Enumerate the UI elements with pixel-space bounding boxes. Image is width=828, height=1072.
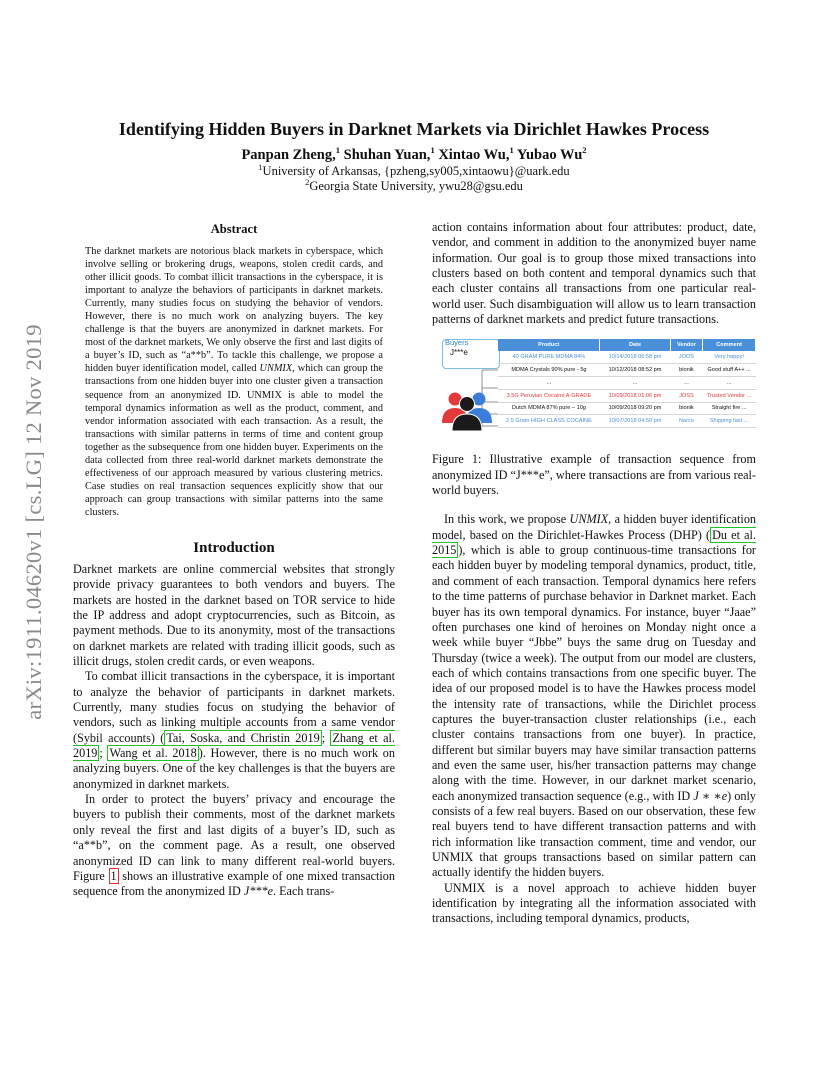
model-name: UNMIX: [569, 512, 609, 527]
table-cell: Straight fire ...: [703, 402, 756, 415]
affiliation-mark: 2: [305, 176, 310, 187]
table-row: [498, 364, 756, 377]
buyer-id-label: J***e: [450, 348, 468, 358]
table-cell: ...: [600, 377, 670, 390]
paragraph-text: . Each trans-: [273, 884, 335, 899]
intro-paragraph-1: Darknet markets are online commercial websites that strongly provide privacy guarantees to both vendors and buyers. The markets are hosted in the darknet based on TOR service to hide the IP address and adopt cryptocurrencies, such as Bitcoin, as payment methods. Due to its anonymity, most of the transactions on darknet markets are related with trading illicit goods, such as illicit drugs, stolen credit cards, or even weapons.: [73, 561, 395, 669]
affiliation-text: Georgia State University, ywu28@gsu.edu: [309, 179, 523, 193]
author: Panpan Zheng,: [241, 147, 336, 163]
paragraph-text: ), which is able to group continuous-time transactions for each hidden buyer by modeling temporal dynamics, product, title, and comment of each transaction. Temporal dynamics here refers to the time patterns of purchase behavior in Darknet market. Each buyer has its own temporal dynamics. For instance, buyer “Jaae” often purchases one kind of heroines on Monday night once a week while buyer “Jbbe” buys the same drug on Tuesday and Thursday (twice a week). The output from our model are clusters, each of which contains transactions from one specific buyer. The idea of our proposed model is to have the Hawkes process model the intensity rate of transactions, while the Dirichlet process captures the buyer-transaction cluster relationships (i.e., each cluster contains transactions from one buyer). In practice, different but similar buyers may have similar transaction patterns and even the same user, his/her transaction patterns may change along with the time. However, in our darknet market scenario, each anonymized transaction sequence (e.g., with ID: [432, 543, 756, 803]
paragraph-text: ). However, there is no much work on analyzing buyers. One of the key challenges is that the buyers are anonymized in darknet markets.: [73, 746, 395, 791]
table-cell: bionik: [670, 402, 703, 415]
left-column: [73, 222, 395, 900]
table-cell: 3.5G Peruvian Cocaine A-GRADE: [498, 389, 600, 402]
table-cell: ...: [498, 377, 600, 390]
table-row: [498, 377, 756, 390]
affiliation: [0, 176, 828, 194]
table-cell: 40 GRAM PURE MDMA 84%: [498, 351, 600, 363]
author-list: [0, 146, 828, 164]
anonymized-id: J ∗ ∗e: [693, 788, 728, 803]
arxiv-identifier: [20, 287, 48, 757]
abstract-text-part: , which can group the transactions from one hidden buyer into one cluster given a transaction sequence from an anonymized ID. UNMIX is able to model the temporal dynamics information as well as the product, comment, and vendor information associated with each transaction. As a result, the transactions with similar patterns in terms of time and content group together as the subsequence from one hidden buyer. Experiments on the data collected from three real-world darknet markets demonstrate the effectiveness of our approach measured by various clustering metrics. Case studies on real transaction sequences explicitly show that our approach can group transactions with similar patterns into the same clusters.: [85, 363, 383, 518]
paragraph-text: In order to protect the buyers’ privacy and encourage the buyers to publish their comments, most of the darknet markets only reveal the first and last digits of a buyer’s ID, such as “a**b”, on the comment page. As a result, one observed anonymized ID can link to many different real-world buyers. Figure: [73, 792, 395, 883]
affiliation-text: University of Arkansas, {pzheng,sy005,xintaowu}@uark.edu: [262, 164, 570, 178]
author-mark: 1: [430, 145, 435, 156]
table-cell: ...: [670, 377, 703, 390]
column-header-vendor: Vendor: [670, 339, 703, 351]
table-cell: ...: [703, 377, 756, 390]
affiliation-mark: 1: [258, 161, 263, 172]
buyers-label: Buyers: [445, 338, 469, 348]
table-row: [498, 351, 756, 363]
table-cell: 2.5 Gram HIGH CLASS COCAINE: [498, 415, 600, 428]
citation-link[interactable]: Wang et al. 2018: [109, 746, 197, 761]
table-cell: Shipping fast ...: [703, 415, 756, 428]
arxiv-id-text: arXiv:1911.04620v1 [cs.LG] 12 Nov 2019: [21, 324, 46, 720]
paragraph-text: ) only consists of a few real buyers. Based on our observation, these few real buyers tend to have different transaction patterns and with rich information like transaction comment, time and vendor, our UNMIX that groups transactions based on similar pattern can actually identify the hidden buyers.: [432, 788, 756, 880]
table-cell: Dutch MDMA 87% pure – 10g: [498, 402, 600, 415]
abstract-text: [85, 245, 383, 519]
paragraph-text: To combat illicit transactions in the cyberspace, it is important to analyze the behavior of participants in darknet markets. Currently, many studies focus on studying the behavior of vendors, such as linking multiple accounts from a same vendor (Sybil accounts) (: [73, 669, 395, 745]
author-mark: 2: [582, 145, 587, 156]
abstract-model-name: UNMIX: [259, 363, 293, 375]
introduction-heading: Introduction: [193, 539, 275, 556]
table-cell: MDMA Crystals 90% pure - 5g: [498, 364, 600, 377]
right-paragraph-3: UNMIX is a novel approach to achieve hidden buyer identification by integrating all the information associated with transactions, including temporal dynamics, products,: [432, 880, 756, 926]
table-cell: Narco: [670, 415, 703, 428]
figure-reference-link[interactable]: 1: [110, 868, 117, 883]
table-row: [498, 415, 756, 428]
citation-link[interactable]: Du et al. 2015: [432, 527, 756, 558]
table-cell: Good stuff A++ ...: [703, 364, 756, 377]
citation-separator: ;: [321, 730, 331, 745]
anonymized-id: J***e: [243, 884, 274, 899]
affiliation: [0, 161, 828, 179]
citation-separator: ;: [99, 746, 108, 761]
right-paragraph-1: action contains information about four attributes: product, date, vendor, and comment in addition to the anonymized buyer name information. Our goal is to group those mixed transactions into clusters based on both content and temporal dynamics such that each cluster contains all transactions from one particular real-world user. Such disambiguation will allow us to learn transaction patterns of darknet markets and predict future transactions.: [432, 220, 756, 327]
intro-paragraph-2: [73, 669, 395, 792]
transaction-table: [498, 339, 756, 428]
paper-title: Identifying Hidden Buyers in Darknet Markets via Dirichlet Hawkes Process: [118, 119, 710, 139]
table-cell: JOOS: [670, 351, 703, 363]
table-cell: bionik: [670, 364, 703, 377]
figure-1-caption: Figure 1: Illustrative example of transaction sequence from anonymized ID “J***e”, where transactions are from various real-world buyers.: [432, 452, 756, 498]
author-mark: 1: [509, 145, 514, 156]
paragraph-text: In this work, we propose: [444, 512, 570, 527]
table-cell: 10/14/2018 06:58 pm: [600, 351, 670, 363]
paper-header: [0, 118, 828, 194]
column-header-date: Date: [600, 339, 670, 351]
table-cell: 10/09/2018 09:20 pm: [600, 402, 670, 415]
figure-1: [432, 337, 756, 442]
author: Xintao Wu,: [438, 147, 510, 163]
column-header-comment: Comment: [703, 339, 756, 351]
citation-link[interactable]: Zhang et al. 2019: [73, 730, 395, 761]
author-mark: 1: [335, 145, 340, 156]
column-header-product: Product: [498, 339, 600, 351]
table-header-row: [498, 339, 756, 351]
abstract-text-part: The darknet markets are notorious black markets in cyberspace, which involve selling or brokering drugs, weapons, stolen credit cards, and other illicit goods. To combat illicit transactions in the cyberspace, it is important to analyze the behaviors of participants in darknet markets. Currently, many studies focus on studying the behavior of vendors. However, there is no much work on analyzing buyers. The key challenge is that the buyers are anonymized in darknet markets. For most of the darknet markets, We only observe the first and last digits of a buyer’s ID, such as “a**b”. To tackle this challenge, we propose a hidden buyer identification model, called: [85, 246, 383, 375]
table-cell: 10/07/2018 04:50 pm: [600, 415, 670, 428]
paragraph-text: shows an illustrative example of one mixed transaction sequence from the anonymized ID: [73, 868, 395, 899]
table-row: [498, 402, 756, 415]
table-cell: 10/09/2018 01:06 pm: [600, 389, 670, 402]
abstract-heading: Abstract: [210, 222, 258, 236]
author: Yubao Wu: [516, 147, 583, 163]
table-cell: 10/12/2018 08:52 pm: [600, 364, 670, 377]
citation-link[interactable]: Tai, Soska, and Christin 2019: [166, 730, 320, 745]
table-cell: Trusted Vendor ...: [703, 389, 756, 402]
table-cell: JOSS: [670, 389, 703, 402]
intro-paragraph-3: [73, 792, 395, 899]
table-cell: Very happy!: [703, 351, 756, 363]
right-column: [432, 220, 756, 927]
table-row: [498, 389, 756, 402]
right-paragraph-2: [432, 512, 756, 880]
paragraph-text: , a hidden buyer identification model, based on the Dirichlet-Hawkes Process (DHP) (: [432, 512, 757, 542]
author: Shuhan Yuan,: [343, 147, 431, 163]
